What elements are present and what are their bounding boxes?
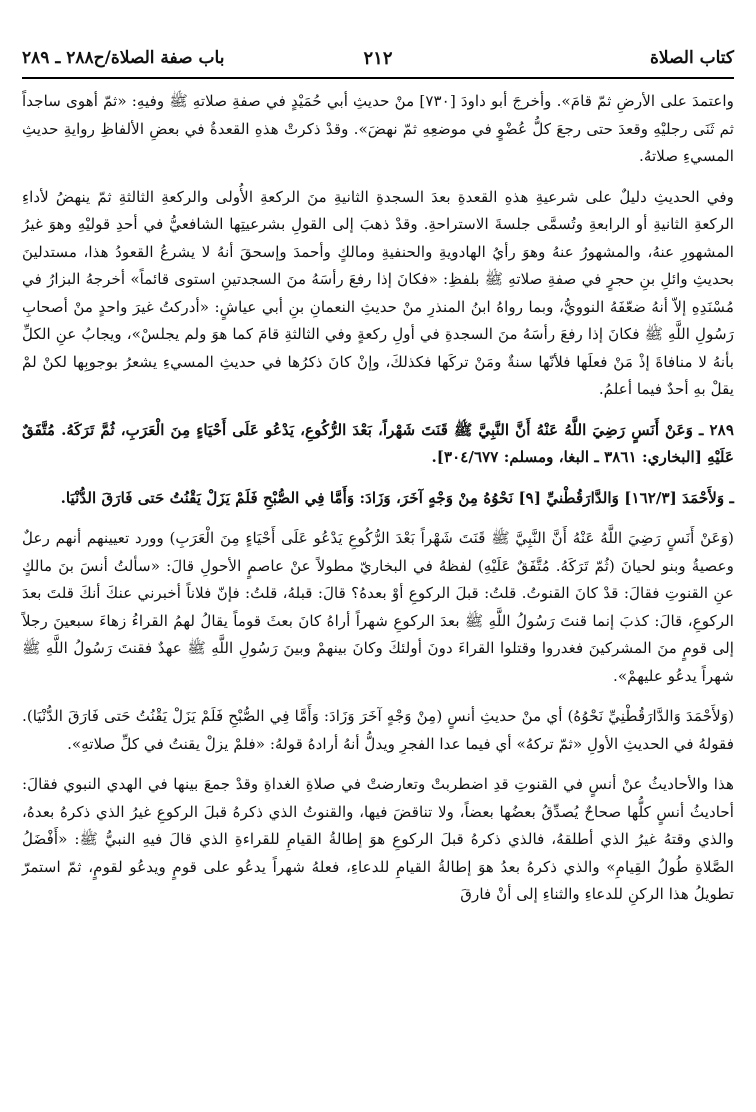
commentary-paragraph: هذا والأحاديثُ عنْ أنسٍ في القنوتِ قدِ اضطربتْ وتعارضتْ في صلاةِ الغداةِ وقدْ جمعَ بينها في الهدي النبوي فقالَ: أحاديثُ أنسٍ كلُّها صحاحٌ يُصدِّقُ بعضُها بعضاً، ولا تناقضَ فيها، والقنوتُ الذي ذكرهُ قبلَ الركوعِ غيرُ الذي ذكرهُ بعدهُ، والذي وقتهُ غيرُ الذي أطلقهُ، فالذي ذكرهُ قبلَ الركوعِ هوَ إطالةُ القيامِ للقراءةِ الذي قالَ فيهِ النبيُّ ﷺ: «أَفْضَلُ الصَّلاةِ طُولُ القِيامِ» والذي ذكرهُ بعدُ هوَ إطالةُ القيامِ للدعاءِ، فعلهُ شهراً يدعُو على قومٍ ويدعُو لقومٍ، ثمّ استمرّ تطويلُ هذا الركنِ للدعاءِ والثناءِ إلى أنْ فارقَ bbox=[22, 775, 734, 903]
paragraph: وفي الحديثِ دليلٌ على شرعيةِ هذهِ القعدةِ بعدَ السجدةِ الثانيةِ منَ الركعةِ الأُولى والركعةِ الثالثةِ ثمّ ينهضُ لأداءِ الركعةِ الثانيةِ أو الرابعةِ وتُسمَّى جلسةَ الاستراحةِ. وقدْ ذهبَ إلى القولِ بشرعيتِها الشافعيُّ في أحدِ قوليْهِ وهوَ غيرُ المشهورِ عنهُ، والمشهورُ عنهُ وهوَ رأيُ الهادويةِ والحنفيةِ ومالكٍ وأحمدَ وإسحقَ أنهُ لا يشرعُ القعودُ هذا، مستدلينَ بحديثِ وائلِ بنِ حجرٍ في صفةِ صلاتهِ ﷺ بلفظِ: «فكانَ إذا رفعَ رأسَهُ منَ السجدتينِ استوى قائماً» أخرجهُ البزارُ في مُسْنَدِهِ إلاّ أنهُ ضعّفَهُ النوويُّ، وبما رواهُ ابنُ المنذرِ منْ حديثِ النعمانِ بنِ أبي عياشٍ: «أدركتُ غيرَ واحدٍ منْ أصحابِ رَسُولِ اللَّهِ ﷺ فكانَ إذا رفعَ رأسَهُ منَ السجدةِ في أولِ ركعةٍ وفي الثالثةِ قامَ كما هوَ ولم يجلسْ»، ويجابُ عنِ الكلِّ بأنهُ لا منافاةَ إذْ مَنْ فعلَها فلأنّها سنةٌ ومَنْ تركَها فكذلكَ، وإنْ كانَ ذكرُها في حديثِ المسيءِ يشعرُ بوجوبِها لكنْ لمْ يقلْ بهِ أحدٌ فيما أعلمُ. bbox=[22, 187, 734, 398]
hadith-text: ٢٨٩ ـ وَعَنْ أَنَسٍ رَضِيَ اللَّهُ عَنْهُ أَنَّ النَّبِيَّ ﷺ قَنَتَ شَهْراً، بَعْدَ الرُّكُوعِ، يَدْعُو عَلَى أَحْيَاءٍ مِنَ الْعَرَبِ، ثُمَّ تَرَكَهُ. مُتَّفَقٌ عَلَيْهِ [البخاري: ٣٨٦١ ـ البغا، ومسلم: ٣٠٤/٦٧٧]. bbox=[22, 420, 734, 466]
running-header bbox=[22, 48, 734, 74]
page-body bbox=[22, 88, 734, 922]
book-page bbox=[22, 0, 734, 1112]
chapter-reference: باب صفة الصلاة/ح٢٨٨ ـ ٢٨٩ bbox=[22, 48, 225, 68]
paragraph: واعتمدَ على الأرضِ ثمّ قامَ». وأخرجَ أبو داودَ [٧٣٠] منْ حديثِ أبي حُمَيْدٍ في صفةِ صلاتهِ ﷺ وفيهِ: «ثمّ أهوى ساجداً ثم ثَنَى رجليْهِ وقعدَ حتى رجعَ كلُّ عُضْوٍ في موضعِهِ ثمّ نهضَ». وقدْ ذكرتْ هذهِ القعدةُ في بعضِ الألفاظِ روايةِ حديثِ المسيءِ صلاتهُ. bbox=[22, 92, 734, 165]
page-number: ٢١٢ bbox=[363, 48, 393, 69]
book-title: كتاب الصلاة bbox=[649, 48, 734, 68]
commentary-paragraph: (وَلأَحْمَدَ وَالدَّارَقُطْنِيِّ نَحْوُهُ) أي منْ حديثِ أنسٍ (مِنْ وَجْهٍ آخَرَ وَزَادَ: وَأَمَّا فِي الصُّبْحِ فَلَمْ يَزَلْ يَقْنُتُ حَتى فَارَقَ الدُّنْيَا). فقولهُ في الحديثِ الأولِ «ثمّ تركهُ» أي فيما عدا الفجرِ ويدلُّ أنهُ أرادهُ قولهُ: «فلمْ يزلْ يقنتُ في كلِّ صلاتهِ». bbox=[22, 707, 734, 753]
header-rule bbox=[22, 77, 734, 79]
commentary-paragraph: (وَعَنْ أَنَسٍ رَضِيَ اللَّهُ عَنْهُ أَنَّ النَّبِيَّ ﷺ قَنَتَ شَهْراً بَعْدَ الرُّكُوعِ يَدْعُو عَلَى أَحْيَاءٍ مِنَ الْعَرَبِ) وورد تعيينهم أنهم رعلٌ وعصيةُ وبنو لحيانَ (ثُمّ تَرَكَهُ. مُتَّفَقٌ عَلَيْهِ) لفظهُ في البخاريّ مطولاً عنْ عاصمٍ الأحولِ قالَ: «سألتُ أنسَ بنَ مالكٍ عنِ القنوتِ فقالَ: قدْ كانَ القنوتُ. قلتُ: قبلَ الركوعِ أوْ بعدهُ؟ قالَ: قبلهُ، قلتُ: فإنّ فلاناً أخبرني عنكَ أنكَ قلتَ بعدَ الركوعِ، قالَ: كذبَ إنما قنتَ رَسُولُ اللَّهِ ﷺ بعدَ الركوعِ شهراً أراهُ كانَ بعثَ قوماً يقالُ لهمُ القراءُ زهاءَ سبعينَ رجلاً إلى قومٍ منَ المشركينَ فغدروا وقتلوا القراءَ دونَ أولئكَ وكانَ بينهمْ وبينَ رَسُولِ اللَّهِ ﷺ عهدٌ فقنتَ رَسُولُ اللَّهِ ﷺ شهراً يدعُو عليهمْ». bbox=[22, 529, 734, 685]
hadith-addition: ـ وَلأَحْمَدَ [١٦٢/٣] وَالدَّارَقُطْنيِّ [٩] نَحْوُهُ مِنْ وَجْهٍ آخَرَ، وَزَادَ: وَأَمَّا فِي الصُّبْحِ فَلَمْ يَزَلْ يَقْنُتُ حَتى فَارَقَ الدُّنْيَا. bbox=[60, 488, 734, 507]
